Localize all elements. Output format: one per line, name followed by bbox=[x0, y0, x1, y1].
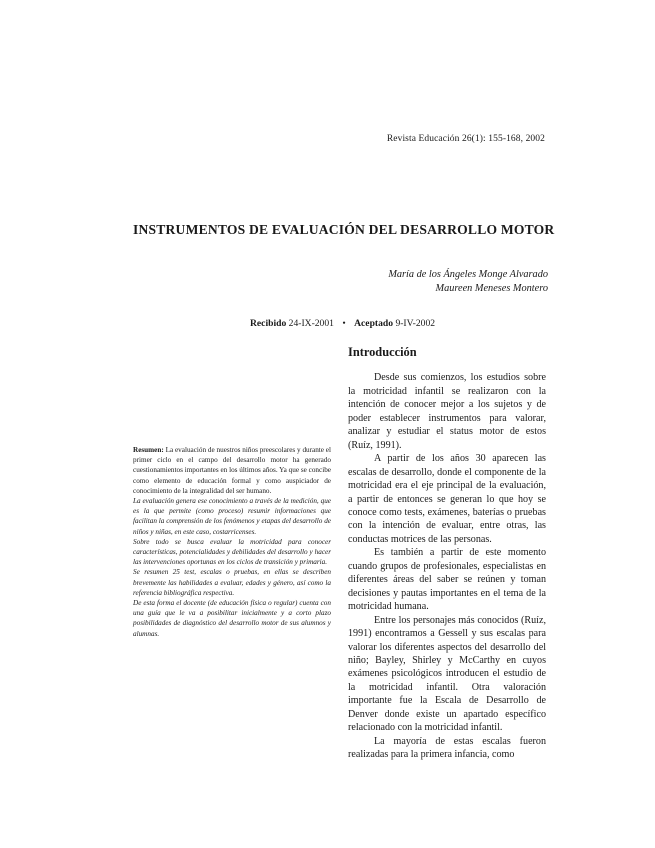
body-column bbox=[348, 346, 546, 762]
abstract-paragraph: Se resumen 25 test, escalas o pruebas, en ellas se describen brevemente las habilidades a evaluar, edades y género, así como la referencia bibliográfica respectiva. bbox=[133, 568, 331, 597]
date-separator: • bbox=[342, 318, 346, 329]
section-heading: Introducción bbox=[348, 345, 417, 359]
author-name: María de los Ángeles Monge Alvarado bbox=[388, 269, 548, 280]
abstract-paragraph: De esta forma el docente (de educación física o regular) cuenta con una guía que le va a posibilitar inicialmente y a corto plazo posibilidades de diagnóstico del desarrollo motor de sus alumnos y alumnas. bbox=[133, 599, 331, 638]
abstract-label: Resumen: bbox=[133, 446, 164, 454]
received-label: Recibido bbox=[250, 318, 287, 329]
article-title: INSTRUMENTOS DE EVALUACIÓN DEL DESARROLLO MOTOR bbox=[133, 222, 555, 237]
body-paragraph: Desde sus comienzos, los estudios sobre la motricidad infantil se realizaron con la intención de conocer mejor a los sujetos y de poder establecer instrumentos para valorar, analizar y estudiar el status motor de estos (Ruíz, 1991). bbox=[348, 372, 546, 451]
author-list bbox=[388, 268, 548, 296]
journal-reference: Revista Educación 26(1): 155-168, 2002 bbox=[386, 134, 545, 144]
received-date: 24-IX-2001 bbox=[288, 318, 334, 329]
accepted-date: 9-IV-2002 bbox=[395, 318, 436, 329]
body-paragraph: Entre los personajes más conocidos (Ruíz, 1991) encontramos a Gessell y sus escalas para valorar los diferentes aspectos del desarrollo del niño; Bayley, Shirley y McCarthy en cuyos exámenes psicológicos introducen el estudio de la motricidad infantil. Otra valoración importante fue la Escala de Desarrollo de Denver donde existe un apartado específico relacionado con la motricidad infantil. bbox=[348, 614, 546, 734]
abstract-paragraph: La evaluación genera ese conocimiento a través de la medición, que es la que permite (como proceso) resumir informaciones que facilitan la comprensión de los fenómenos y etapas del desarrollo de niños y niñas, en este caso, costarricenses. bbox=[133, 497, 331, 536]
abstract-paragraph bbox=[133, 445, 331, 496]
abstract bbox=[133, 445, 331, 639]
accepted-label: Aceptado bbox=[354, 318, 394, 329]
body-paragraph: Es también a partir de este momento cuando grupos de profesionales, especialistas en diferentes áreas del saber se reúnen y toman decisiones y pautas importantes en el tema de la motricidad humana. bbox=[348, 547, 546, 613]
abstract-paragraph: Sobre todo se busca evaluar la motricidad para conocer características, potencialidades y debilidades del desarrollo y hacer las intervenciones oportunas en los ciclos de transición y primaria. bbox=[133, 537, 331, 567]
author-name: Maureen Meneses Montero bbox=[435, 283, 548, 294]
submission-dates bbox=[250, 318, 435, 329]
body-paragraph: A partir de los años 30 aparecen las escalas de desarrollo, donde el componente de la motricidad era el eje principal de la evaluación, a partir de entonces se generan lo que hoy se conoce como tests, exámenes, baterías o pruebas con la intención de evaluar, entre otras, las conductas motrices de las personas. bbox=[348, 453, 546, 545]
abstract-text: La evaluación de nuestros niños preescolares y durante el primer ciclo en el campo del desarrollo motor ha generado cuestionamientos importantes en los últimos años. Ya que se concibe como elemento de educación formal y como auspiciador de conocimiento de la integralidad del ser humano. bbox=[133, 446, 331, 495]
body-paragraph: La mayoría de estas escalas fueron realizadas para la primera infancia, como bbox=[348, 735, 546, 761]
